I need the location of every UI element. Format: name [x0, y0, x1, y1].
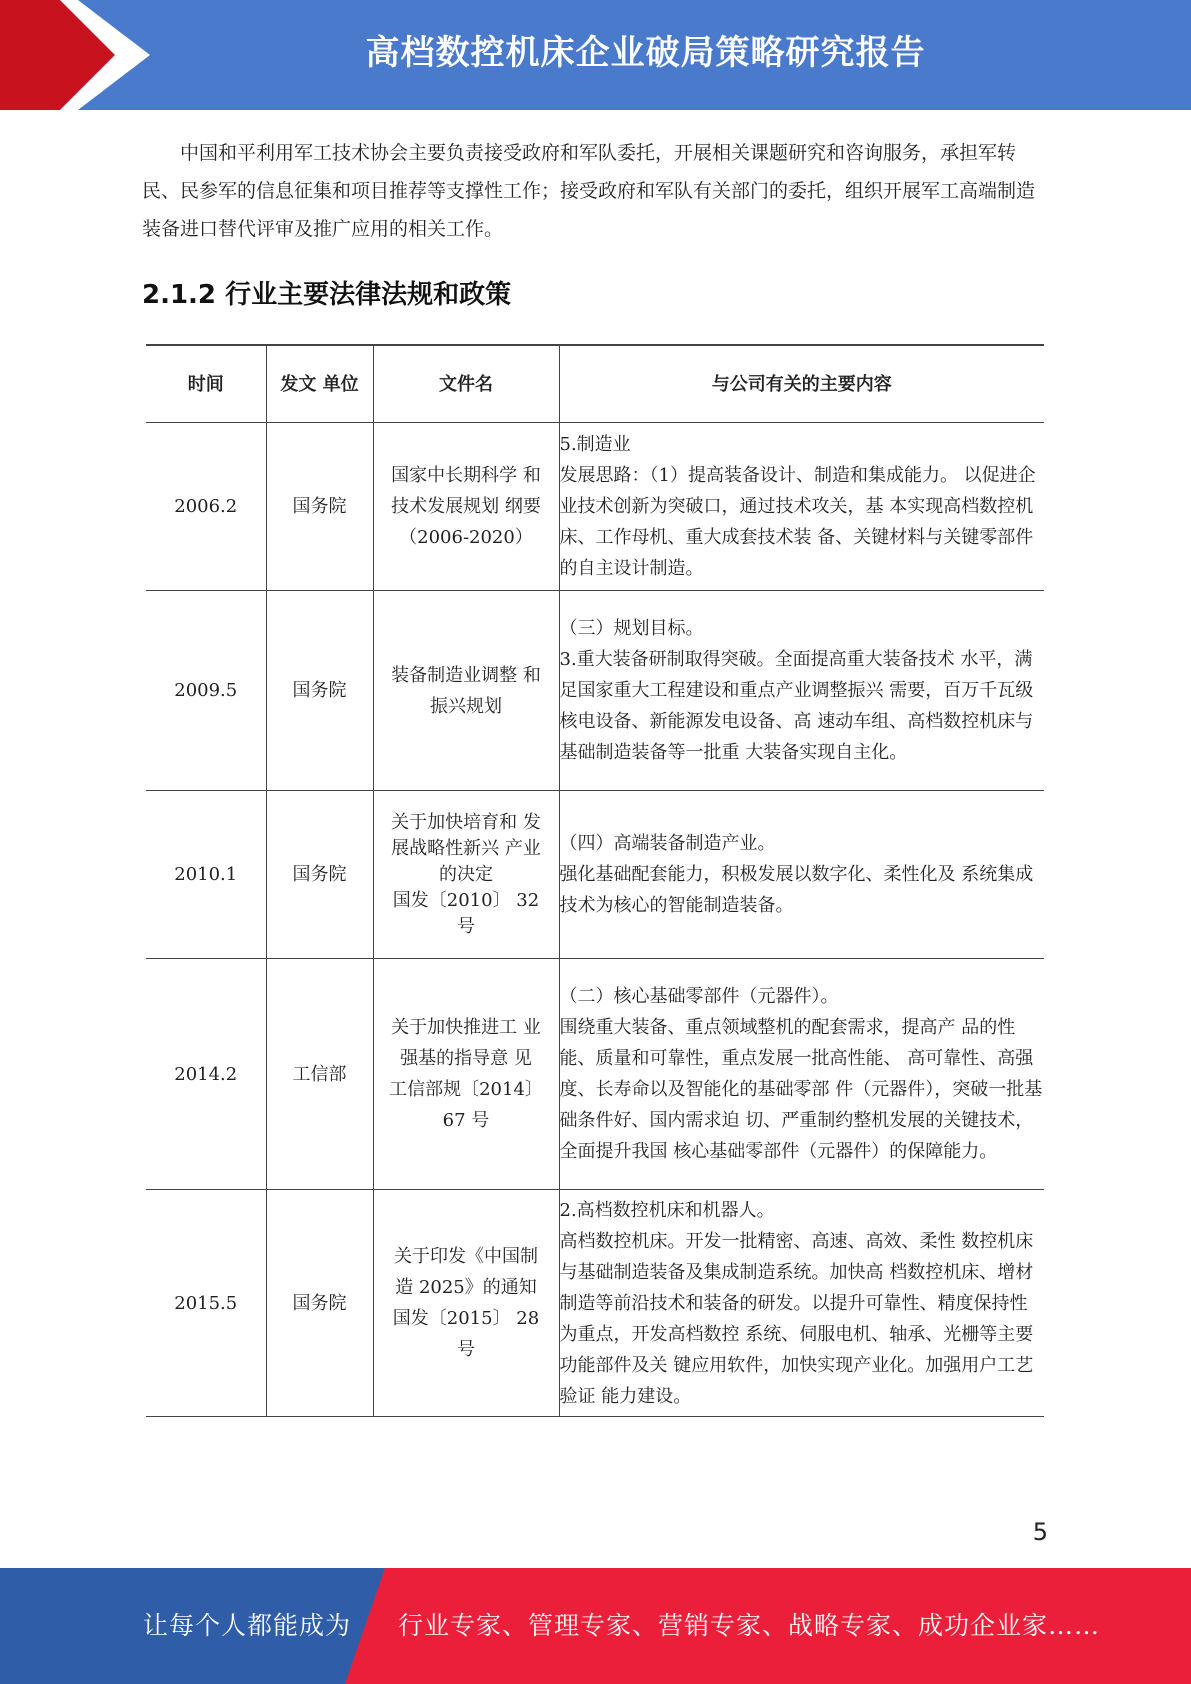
intro-paragraph: 中国和平利用军工技术协会主要负责接受政府和军队委托，开展相关课题研究和咨询服务，承担军转民、民参军的信息征集和项目推荐等支撑性工作；接受政府和军队有关部门的委托，组织开展军工高端制造装备进口替代评审及推广应用的相关工作。	[142, 142, 1036, 240]
cell-time: 2014.2	[146, 959, 266, 1190]
document-line: 国发〔2015〕 28	[392, 1308, 540, 1329]
cell-time: 2015.5	[146, 1190, 266, 1417]
document-line: 号	[457, 1339, 475, 1360]
cell-issuer: 工信部	[266, 959, 373, 1190]
content-line: 发展思路：（1）提高装备设计、制造和集成能力。 以促进企业技术创新为突破口，通过技术攻关，基 本实现高档数控机床、工作母机、重大成套技术装 备、关键材料与关键零部件的自主设计制造。	[559, 465, 1036, 579]
table-row	[146, 791, 1044, 959]
cell-content	[559, 959, 1044, 1190]
page-number: 5	[1032, 1518, 1048, 1546]
document-line: 工信部规〔2014〕	[389, 1079, 543, 1100]
cell-document	[373, 791, 559, 959]
content-line: 强化基础配套能力，积极发展以数字化、柔性化及 系统集成技术为核心的智能制造装备。	[559, 864, 1034, 916]
table-header-row	[146, 345, 1044, 423]
header-content: 与公司有关的主要内容	[559, 345, 1044, 423]
header-banner	[0, 0, 1191, 110]
cell-document	[373, 591, 559, 791]
cell-time: 2010.1	[146, 791, 266, 959]
header-time: 时间	[146, 345, 266, 423]
cell-content	[559, 423, 1044, 591]
table-row	[146, 591, 1044, 791]
document-line: 技术发展规划 纲要	[391, 496, 541, 517]
document-line: 展战略性新兴 产业	[391, 837, 541, 859]
content-line: （三）规划目标。	[559, 618, 704, 639]
content-line: （四）高端装备制造产业。	[559, 833, 776, 854]
document-line: 国发〔2010〕 32	[392, 889, 540, 911]
section-heading: 2.1.2 行业主要法律法规和政策	[142, 280, 512, 310]
table-row	[146, 1190, 1044, 1417]
cell-issuer: 国务院	[266, 791, 373, 959]
document-line: 国家中长期科学 和	[391, 465, 541, 486]
header-chevron-graphic	[0, 0, 160, 110]
document-line: 67 号	[442, 1110, 490, 1131]
document-line: 关于加快培育和 发	[391, 811, 541, 833]
document-line: 强基的指导意 见	[400, 1048, 532, 1069]
document-line: 造 2025》的通知	[395, 1277, 537, 1298]
content-line: （二）核心基础零部件（元器件）。	[559, 986, 839, 1007]
cell-content	[559, 591, 1044, 791]
footer-banner	[0, 1568, 1191, 1684]
policy-table	[146, 344, 1044, 1417]
table-row	[146, 959, 1044, 1190]
cell-document	[373, 423, 559, 591]
footer-slogan-left: 让每个人都能成为	[143, 1611, 352, 1640]
document-line: 装备制造业调整 和	[391, 664, 541, 686]
cell-issuer: 国务院	[266, 423, 373, 591]
document-line: （2006-2020）	[399, 527, 533, 548]
cell-issuer: 国务院	[266, 1190, 373, 1417]
cell-time: 2009.5	[146, 591, 266, 791]
document-line: 振兴规划	[430, 695, 502, 717]
document-line: 关于加快推进工 业	[391, 1017, 541, 1038]
content-line: 2.高档数控机床和机器人。	[559, 1199, 775, 1221]
content-line: 围绕重大装备、重点领域整机的配套需求，提高产 品的性能、质量和可靠性，重点发展一批高性能、 高可靠性、高强度、长寿命以及智能化的基础零部 件（元器件），突破一批基础条件好、国内需求迫 切、严重制约整机发展的关键技术，全面提升我国 核心基础零部件（元器件）的保障能力。	[559, 1017, 1043, 1162]
cell-document	[373, 1190, 559, 1417]
cell-time: 2006.2	[146, 423, 266, 591]
header-issuer: 发文 单位	[266, 345, 373, 423]
content-line: 5.制造业	[559, 434, 631, 455]
content-line: 3.重大装备研制取得突破。全面提高重大装备技术 水平，满足国家重大工程建设和重点产业调整振兴 需要，百万千瓦级核电设备、新能源发电设备、高 速动车组、高档数控机床与基础制造装备等一批重 大装备实现自主化。	[559, 649, 1034, 763]
footer-slogan-right: 行业专家、管理专家、营销专家、战略专家、成功企业家……	[398, 1611, 1101, 1640]
report-title: 高档数控机床企业破局策略研究报告	[365, 33, 926, 73]
cell-content	[559, 791, 1044, 959]
document-line: 号	[457, 915, 475, 937]
document-line: 关于印发《中国制	[394, 1246, 538, 1267]
table-row	[146, 423, 1044, 591]
cell-issuer: 国务院	[266, 591, 373, 791]
content-line: 高档数控机床。开发一批精密、高速、高效、柔性 数控机床与基础制造装备及集成制造系统。加快高 档数控机床、增材制造等前沿技术和装备的研发。以提升可靠性、精度保持性为重点，开发高档数控 系统、伺服电机、轴承、光栅等主要功能部件及关 键应用软件，加快实现产业化。加强用户工艺验证 能力建设。	[559, 1230, 1034, 1407]
cell-content	[559, 1190, 1044, 1417]
document-line: 的决定	[439, 863, 493, 885]
cell-document	[373, 959, 559, 1190]
header-document: 文件名	[373, 345, 559, 423]
